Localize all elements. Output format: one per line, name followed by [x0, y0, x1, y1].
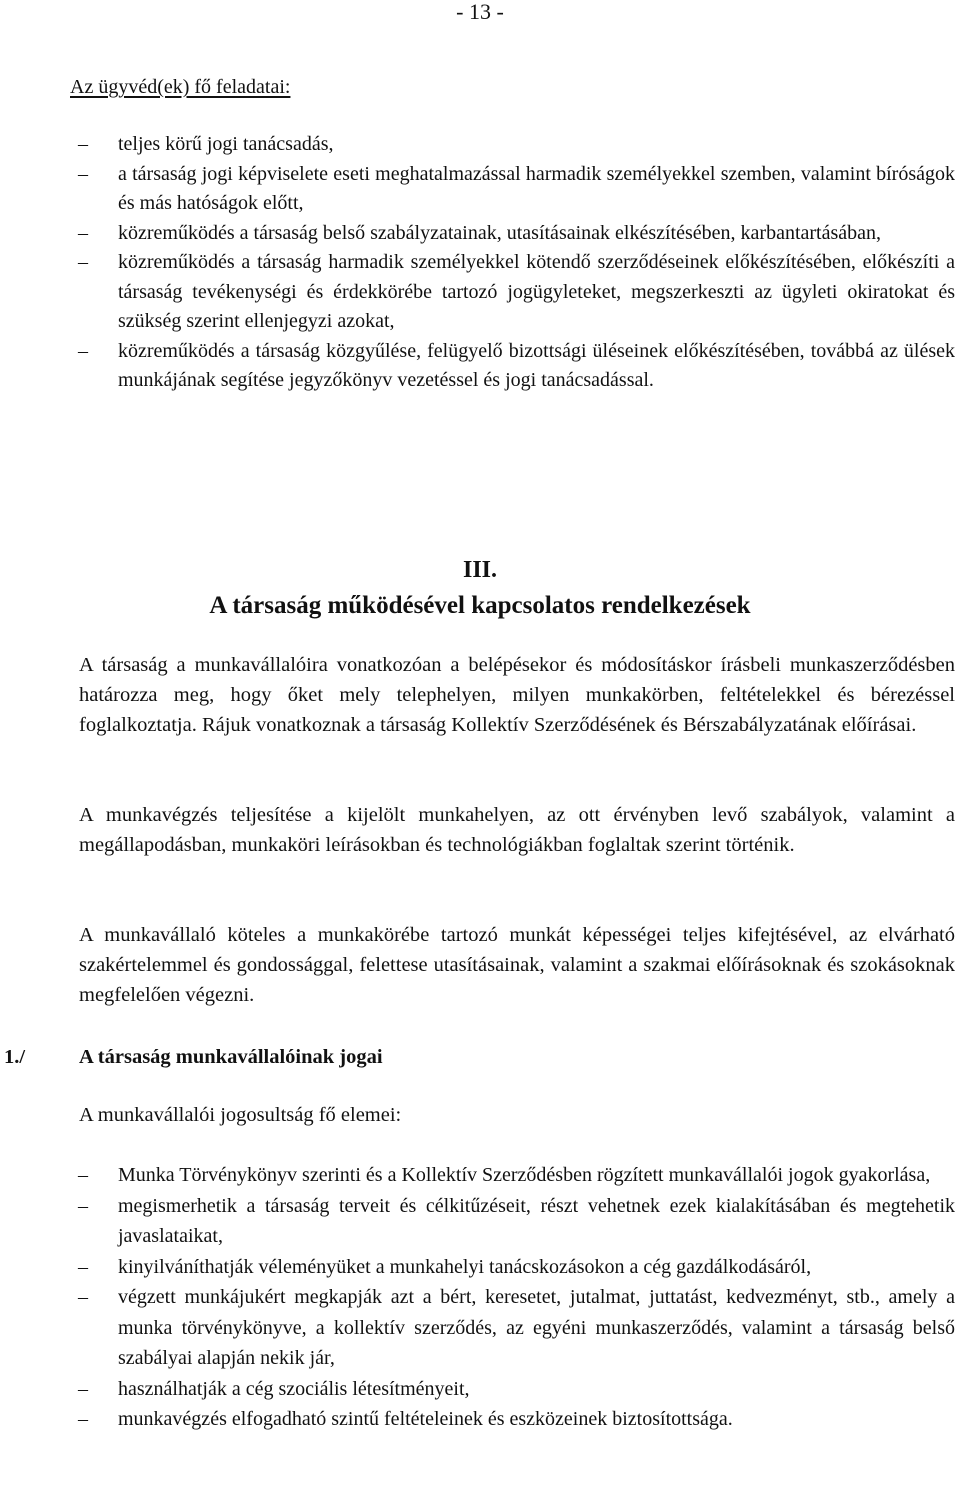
- subsection-title: A társaság munkavállalóinak jogai: [79, 1046, 383, 1068]
- lawyer-duties-list: [0, 130, 960, 396]
- list-item-text: a társaság jogi képviselete eseti meghatalmazással harmadik személyekkel szemben, valamint bíróságok és más hatóságok előtt,: [118, 162, 955, 214]
- list-item-text: munkavégzés elfogadható szintű feltételeinek és eszközeinek biztosítottsága.: [118, 1408, 733, 1430]
- section-title: A társaság működésével kapcsolatos rendelkezések: [209, 592, 751, 619]
- list-item: [0, 1404, 960, 1435]
- list-item-text: megismerhetik a társaság terveit és célkitűzéseit, részt vehetnek ezek kialakításában és megtehetik javaslataikat,: [118, 1194, 955, 1247]
- dash-bullet: –: [78, 339, 88, 362]
- list-item-text: Munka Törvénykönyv szerinti és a Kollektív Szerződésben rögzített munkavállalói jogok gyakorlása,: [118, 1164, 931, 1186]
- dash-bullet: –: [78, 1255, 88, 1278]
- dash-bullet: –: [78, 1377, 88, 1400]
- lawyer-duties-heading: Az ügyvéd(ek) fő feladatai:: [70, 76, 291, 98]
- list-item-text: közreműködés a társaság belső szabályzatainak, utasításainak elkészítésében, karbantartásában,: [118, 221, 882, 244]
- list-item-text: használhatják a cég szociális létesítményeit,: [118, 1377, 470, 1400]
- dash-bullet: –: [78, 1286, 88, 1308]
- paragraph: A társaság a munkavállalóira vonatkozóan a belépésekor és módosításkor írásbeli munkaszerződésben határozza meg, hogy őket mely telephelyen, milyen munkakörben, feltételekkel és bérezéssel foglalkoztatja. Rájuk vonatkoznak a társaság Kollektív Szerződésének és Bérszabályzatának előírásai.: [79, 654, 955, 736]
- paragraph: A munkavégzés teljesítése a kijelölt munkahelyen, az ott érvényben levő szabályok, valamint a megállapodásban, munkaköri leírásokban és technológiákban foglaltak szerint történik.: [79, 804, 955, 856]
- dash-bullet: –: [78, 1194, 88, 1217]
- list-item: [0, 1374, 960, 1405]
- list-item: [0, 160, 960, 219]
- dash-bullet: –: [78, 162, 88, 185]
- subsection-number: 1./: [4, 1046, 26, 1068]
- paragraph: A munkavállaló köteles a munkakörébe tartozó munkát képességei teljes kifejtésével, az elvárható szakértelemmel és gondossággal, felettese utasításainak, valamint a szakmai előírásoknak és szokásoknak megfelelően végezni.: [79, 924, 955, 1006]
- list-item: [0, 1191, 960, 1252]
- list-item: [0, 1252, 960, 1283]
- dash-bullet: –: [78, 221, 88, 244]
- list-item-text: közreműködés a társaság közgyűlése, felügyelő bizottsági üléseinek előkészítésében, továbbá az ülések munkájának segítése jegyzőkönyv vezetéssel és jogi tanácsadással.: [118, 339, 955, 391]
- list-item: [0, 1160, 960, 1191]
- dash-bullet: –: [78, 1164, 88, 1186]
- dash-bullet: –: [78, 1408, 88, 1430]
- list-item: [0, 130, 960, 160]
- list-item-text: végzett munkájukért megkapják azt a bért, keresetet, jutalmat, juttatást, kedvezményt, stb., amely a munka törvénykönyve, a kollektív szerződés, az egyéni munkaszerződés, valamint a társaság belső szabályai alapján nekik jár,: [118, 1286, 955, 1369]
- list-item: [0, 219, 960, 249]
- dash-bullet: –: [78, 133, 88, 155]
- list-item-text: közreműködés a társaság harmadik személyekkel kötendő szerződéseinek előkészítésében, előkészíti a társaság tevékenységi és érdekkörébe tartozó jogügyleteket, megszerkeszti az ügyleti okiratokat és szükség szerint ellenjegyzi azokat,: [118, 251, 955, 332]
- dash-bullet: –: [78, 251, 88, 273]
- list-item: [0, 248, 960, 337]
- section-number: III.: [462, 557, 498, 583]
- list-item: [0, 337, 960, 396]
- employee-rights-list: [0, 1160, 960, 1435]
- page-number: - 13 -: [456, 0, 504, 24]
- list-item: [0, 1282, 960, 1374]
- list-item-text: kinyilváníthatják véleményüket a munkahelyi tanácskozásokon a cég gazdálkodásáról,: [118, 1255, 812, 1278]
- list-item-text: teljes körű jogi tanácsadás,: [118, 133, 334, 155]
- rights-intro: A munkavállalói jogosultság fő elemei:: [79, 1104, 402, 1126]
